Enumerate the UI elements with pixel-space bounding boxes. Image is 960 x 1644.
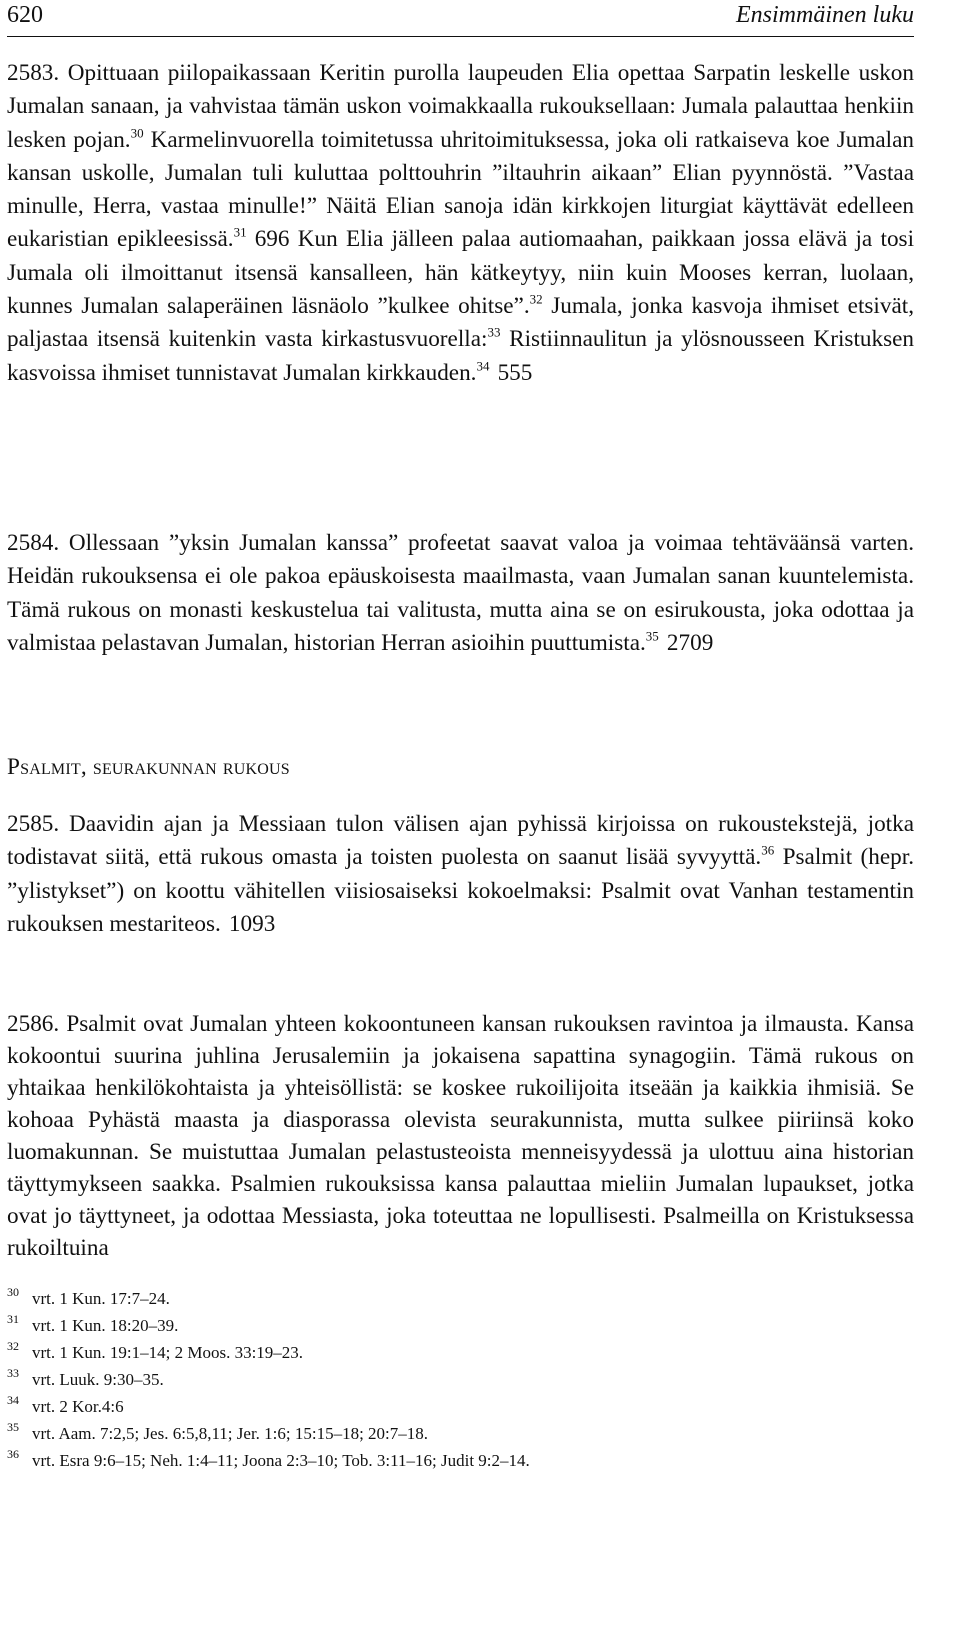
paragraph-2585: 2585. Daavidin ajan ja Messiaan tulon välisen ajan pyhissä kirjoissa on rukoustekstejä, jotka todistavat siitä, että rukous omasta ja toisten puolesta on saanut lisää syvyyttä.$^{36}$ Psalmit (hepr. ”ylistykset”) on koottu vähitellen viisiosaiseksi kokoelmaksi: Psalmit ovat Vanhan testamentin rukouksen mestariteos. 1093 (7, 811, 914, 937)
footnote-ref-31[interactable]: 31 (233, 224, 247, 240)
paragraph-2584: 2584. Ollessaan ”yksin Jumalan kanssa” profeetat saavat valoa ja voimaa tehtäväänsä varten. Heidän rukouksensa ei ole pakoa epäuskoisesta maailmasta, vaan Jumalan sanan kuuntelemista. Tämä rukous on monasti keskustelua tai valitusta, mutta aina se on esirukousta, joka odottaa ja valmistaa pelastavan Jumalan, historian Herran asioihin puuttumista.$^{35}$ 2709 (7, 530, 914, 656)
footnote-33: 33 vrt. Luuk. 9:30–35. (7, 1366, 164, 1389)
footnote-30: 30 vrt. 1 Kun. 17:7–24. (7, 1285, 170, 1308)
footnote-36: 36 vrt. Esra 9:6–15; Neh. 1:4–11; Joona 2:3–10; Tob. 3:11–16; Judit 9:2–14. (7, 1447, 530, 1470)
footnote-ref-34[interactable]: 34 (476, 357, 490, 373)
footnote-35: 35 vrt. Aam. 7:2,5; Jes. 6:5,8,11; Jer. 1:6; 15:15–18; 20:7–18. (7, 1420, 429, 1443)
footnote-ref-36[interactable]: 36 (761, 842, 775, 858)
footnote-32: 32 vrt. 1 Kun. 19:1–14; 2 Moos. 33:19–23. (7, 1339, 304, 1362)
footnote-ref-30[interactable]: 30 (130, 124, 144, 140)
footnote-ref-32[interactable]: 32 (529, 291, 543, 307)
footnote-ref-35[interactable]: 35 (645, 628, 659, 644)
footnote-34: 34 vrt. 2 Kor.4:6 (7, 1393, 124, 1416)
footnotes (7, 1285, 914, 1474)
paragraph-2583: 2583. Opittuaan piilopaikassaan Keritin purolla laupeuden Elia opettaa Sarpatin leskelle uskon Jumalan sanaan, ja vahvistaa tämän uskon voimakkaalla rukouksellaan: Jumala palauttaa henkiin lesken pojan.$^{30}$ Karmelinvuorella toimitetussa uhritoimituksessa, joka oli ratkaiseva koe Jumalan kansan uskolle, Jumalan tuli kuluttaa polttouhrin ”iltauhrin aikaan” Elian pyynnöstä. ”Vastaa minulle, Herra, vastaa minulle!” Näitä Elian sanoja idän kirkkojen liturgiat käyttävät edelleen eukaristian epikleesissä.$^{31}$ 696 Kun Elia jälleen palaa autiomaahan, paikkaan jossa elävä ja tosi Jumala oli ilmoittanut itsensä kansalleen, hän kätkeytyy, niin kuin Mooses kerran, luolaan, kunnes Jumalan salaperäinen läsnäolo ”kulkee ohitse”.$^{32}$ Jumala, jonka kasvoja ihmiset etsivät, paljastaa itsensä kuitenkin vasta kirkastusvuorella:$^{33}$ Ristiinnaulitun ja ylösnousseen Kristuksen kasvoissa ihmiset tunnistavat Jumalan kirkkauden.$^{34}$ 555 (7, 60, 915, 386)
chapter-title: Ensimmäinen luku (736, 2, 914, 28)
page-number: 620 (7, 2, 43, 28)
footnote-ref-33[interactable]: 33 (487, 324, 501, 340)
cross-reference-2709[interactable]: 2709 (666, 629, 714, 656)
cross-reference-696[interactable]: 696 (254, 226, 290, 253)
cross-reference-1093[interactable]: 1093 (228, 910, 276, 937)
section-heading: Psalmit, seurakunnan rukous (7, 754, 290, 780)
cross-reference-555[interactable]: 555 (497, 359, 533, 386)
page-header (7, 0, 914, 37)
paragraph-2586: 2586. Psalmit ovat Jumalan yhteen kokoontuneen kansan rukouksen ravintoa ja ilmausta. Kansa kokoontui suurina juhlina Jerusalemiin ja jokaisena sapattina synagogiin. Tämä rukous on yhtaikaa henkilökohtaista ja yhteisöllistä: se koskee rukoilijoita itseään ja kaikkia ihmisiä. Se kohoaa Pyhästä maasta ja diasporassa olevista seurakunnista, mutta sulkee piiriinsä koko luomakunnan. Se muistuttaa Jumalan pelastusteoista menneisyydessä ja ulottuu aina historian täyttymykseen saakka. Psalmien rukouksissa kansa palauttaa mieliin Jumalan lupaukset, jotka ovat jo täyttyneet, ja odottaa Messiasta, joka toteuttaa ne lopullisesti. Psalmeilla on Kristuksessa rukoiltuina (7, 1011, 914, 1261)
footnote-31: 31 vrt. 1 Kun. 18:20–39. (7, 1312, 179, 1335)
